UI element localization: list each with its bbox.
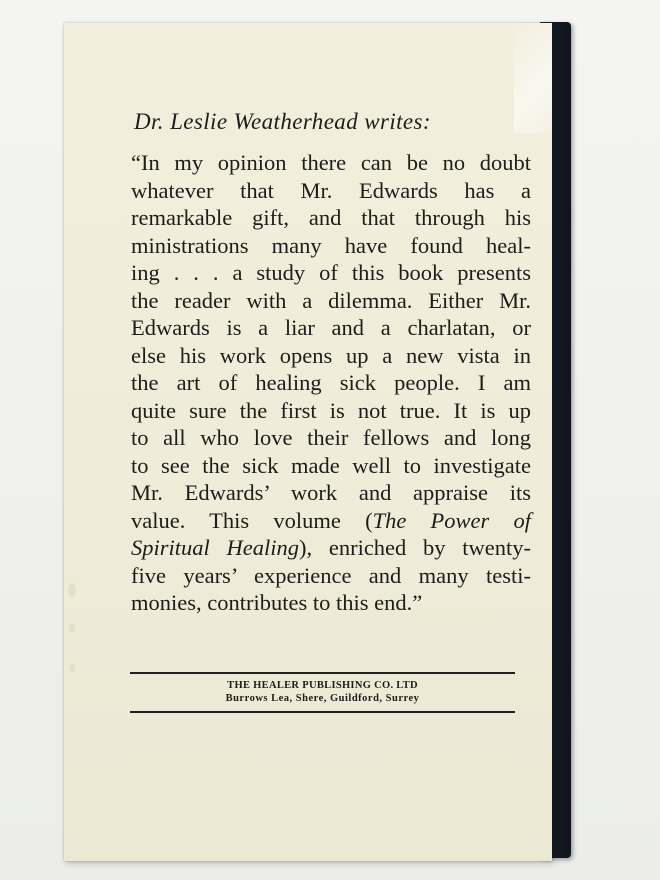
quote-text: ministrations many have found heal- bbox=[131, 232, 531, 258]
quote-line bbox=[131, 232, 531, 260]
quote-text: Edwards is a liar and a charlatan, or bbox=[131, 315, 531, 340]
quote-text: else his work opens up a new vista in bbox=[131, 342, 531, 368]
quote-line bbox=[131, 507, 531, 535]
quote-line bbox=[131, 424, 531, 452]
publisher-bottom-rule bbox=[130, 711, 515, 713]
quote-line bbox=[131, 562, 531, 590]
quote-text: remarkable gift, and that through his bbox=[131, 205, 531, 230]
publisher-name: THE HEALER PUBLISHING CO. LTD bbox=[227, 680, 418, 691]
quote-line bbox=[131, 452, 531, 480]
cover-glare bbox=[514, 23, 552, 133]
quote-text: value. This volume ( bbox=[131, 507, 373, 533]
cover-stain bbox=[70, 663, 75, 672]
quote-text: quite sure the first is not true. It is up bbox=[131, 397, 531, 423]
quote-line bbox=[131, 534, 531, 562]
quote-line bbox=[131, 287, 531, 315]
quote-text: ), enriched by twenty- bbox=[298, 535, 531, 560]
quote-line bbox=[131, 369, 531, 397]
quote-line bbox=[131, 589, 531, 617]
publisher-top-rule bbox=[130, 672, 515, 674]
quote-text: the art of healing sick people. I am bbox=[131, 370, 531, 395]
quote-line bbox=[131, 204, 531, 232]
quote-text: to see the sick made well to investigate bbox=[131, 452, 531, 478]
cover-stain bbox=[68, 583, 76, 597]
quote-text: whatever that Mr. Edwards has a bbox=[131, 177, 531, 203]
book-title-text: The Power of bbox=[372, 507, 531, 533]
quote-text: Mr. Edwards’ work and appraise its bbox=[131, 480, 531, 505]
quote-text: five years’ experience and many testi- bbox=[131, 562, 531, 588]
quote-text: monies, contributes to this end.” bbox=[131, 590, 423, 615]
quote-line bbox=[131, 177, 531, 205]
quote-line bbox=[131, 342, 531, 370]
quote-line bbox=[131, 259, 531, 287]
quote-text: to all who love their fellows and long bbox=[131, 425, 531, 450]
quote-line bbox=[131, 314, 531, 342]
quote-text: the reader with a dilemma. Either Mr. bbox=[131, 287, 531, 313]
book-title-text: Spiritual Healing bbox=[131, 535, 299, 560]
quote-text: “In my opinion there can be no doubt bbox=[131, 150, 531, 175]
quote-attribution-heading: Dr. Leslie Weatherhead writes: bbox=[134, 109, 431, 134]
quote-line bbox=[131, 149, 531, 177]
quote-line bbox=[131, 397, 531, 425]
cover-stain bbox=[69, 623, 75, 633]
endorsement-quote bbox=[131, 149, 531, 617]
publisher-address: Burrows Lea, Shere, Guildford, Surrey bbox=[225, 693, 420, 704]
quote-line bbox=[131, 479, 531, 507]
quote-text: ing . . . a study of this book presents bbox=[131, 260, 531, 285]
